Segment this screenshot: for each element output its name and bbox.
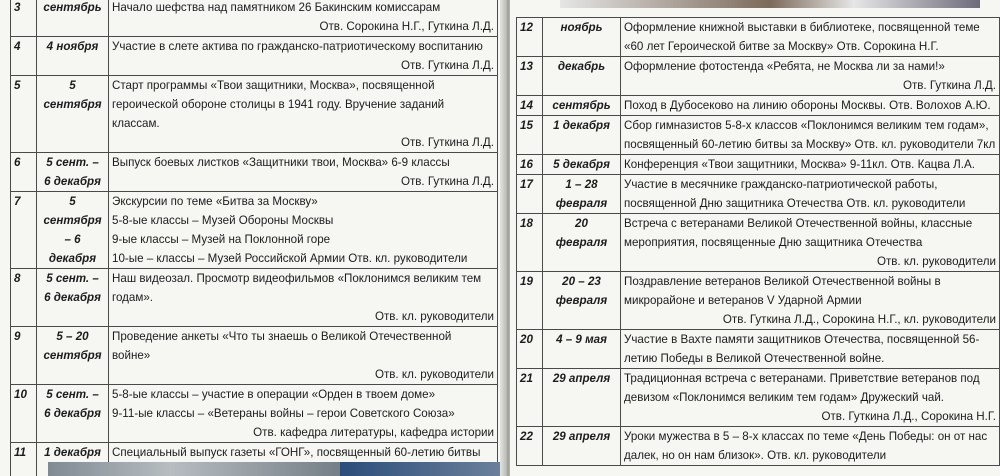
row-description (621, 369, 1000, 427)
row-number: 20 (517, 330, 543, 369)
table-row (11, 385, 498, 443)
description-line: Старт программы «Твои защитники, Москва», посвященной (112, 79, 435, 92)
row-number: 17 (517, 175, 543, 214)
row-description (621, 96, 1000, 116)
table-row (517, 214, 1000, 272)
responsible-line: Отв. Гуткина Л.Д. (400, 59, 494, 72)
description-line: Участие в месячнике гражданско-патриотической работы, (624, 178, 938, 191)
left-events-table (10, 0, 498, 476)
right-events-table (516, 17, 1000, 466)
date-line: сентября (43, 98, 102, 111)
date-line: 1 декабря (44, 446, 101, 459)
description-line: классам. (112, 117, 160, 130)
row-description (621, 18, 1000, 57)
row-date (37, 327, 109, 385)
row-description (109, 269, 498, 327)
row-number: 12 (517, 18, 543, 57)
description-line: летию Победы в Великой Отечественной войне. (624, 352, 885, 365)
description-line: Конференция «Твои защитники, Москва» 9-11кл. Отв. Кацва Л.А. (624, 158, 975, 171)
responsible-line: Отв. кл. руководители (374, 310, 494, 323)
date-line: 4 ноября (46, 40, 99, 53)
table-row (11, 76, 498, 153)
description-line: Выпуск боевых листков «Защитники твои, Москва» 6-9 классы (112, 156, 450, 169)
date-line: сентября (43, 349, 102, 362)
row-description (109, 37, 498, 76)
row-description (109, 192, 498, 269)
table-row (517, 175, 1000, 214)
table-row (517, 96, 1000, 116)
photo-fragment-top (560, 0, 980, 8)
date-line: 1 декабря (553, 119, 610, 132)
table-row (11, 37, 498, 76)
description-line: мероприятия, посвященные Дню защитника Отечества (624, 236, 923, 249)
row-description (109, 76, 498, 153)
row-number: 10 (11, 385, 37, 443)
description-line: Наш видеозал. Просмотр видеофильмов «Поклонимся великим тем (112, 272, 482, 285)
description-line: 5-8-ые классы – участие в операции «Орден в твоем доме» (112, 388, 436, 401)
row-number: 4 (11, 37, 37, 76)
table-row (517, 369, 1000, 427)
responsible-line: Отв. Гуткина Л.Д. (400, 136, 494, 149)
description-line: Специальный выпуск газеты «ГОНГ», посвященный 60-летию битвы (112, 446, 481, 459)
date-line: сентября (43, 214, 102, 227)
row-date (543, 272, 621, 330)
photo-fragment-bottom-right (340, 462, 500, 476)
date-line: ноябрь (560, 21, 603, 34)
row-date (543, 57, 621, 96)
description-line: героической обороне столицы в 1941 году. Вручение заданий (112, 98, 445, 111)
date-line: 5 сент. – (46, 388, 99, 401)
date-line: 6 декабря (44, 175, 101, 188)
responsible-line: Отв. Гуткина Л.Д. (400, 175, 494, 188)
description-line: Начало шефства над памятником 26 Бакинским комиссарам (112, 1, 441, 14)
table-row (517, 116, 1000, 155)
description-line: 5-8-ые классы – Музей Обороны Москвы (112, 214, 334, 227)
right-page (510, 0, 1000, 476)
description-line: Оформление фотостенда «Ребята, не Москва ли за нами!» (624, 60, 945, 73)
row-date (543, 155, 621, 175)
description-line: посвященный 60-летию битвы за Москву» Отв. кл. руководители 7кл (624, 138, 996, 151)
description-line: посвященной Дню защитника Отечества Отв. кл. руководители (624, 197, 966, 210)
table-row (517, 272, 1000, 330)
description-line: Уроки мужества в 5 – 8-х классах по теме «День Победы: он от нас (624, 430, 988, 443)
row-description (621, 57, 1000, 96)
date-line: 5 (69, 195, 76, 208)
row-description (621, 427, 1000, 466)
date-line: 29 апреля (552, 372, 611, 385)
description-line: микрорайоне и ветеранов V Ударной Армии (624, 294, 862, 307)
row-date (543, 18, 621, 57)
row-description (621, 330, 1000, 369)
responsible-line: Отв. Гуткина Л.Д. (902, 79, 996, 92)
date-line: 5 сент. – (46, 156, 99, 169)
description-line: Экскурсии по теме «Битва за Москву» (112, 195, 318, 208)
row-description (109, 327, 498, 385)
date-line: 5 (69, 79, 76, 92)
table-row (517, 18, 1000, 57)
row-description (109, 0, 498, 37)
date-line: сентябрь (43, 1, 102, 14)
table-row (11, 192, 498, 269)
responsible-line: Отв. кафедра литературы, кафедра истории (253, 426, 494, 439)
description-line: Традиционная встреча с ветеранами. Приветствие ветеранов под (624, 372, 980, 385)
row-date (37, 153, 109, 192)
description-line: далек, но он нам близок». Отв. кл. руководители (624, 449, 887, 462)
responsible-line: Отв. Гуткина Л.Д., Сорокина Н.Г. (821, 410, 996, 423)
row-date (37, 37, 109, 76)
row-number: 21 (517, 369, 543, 427)
row-description (621, 155, 1000, 175)
row-date (543, 175, 621, 214)
date-line: декабрь (557, 60, 606, 73)
description-line: Поход в Дубосеково на линию обороны Москвы. Отв. Волохов А.Ю. (624, 99, 991, 112)
row-date (543, 96, 621, 116)
row-date (37, 76, 109, 153)
row-description (621, 272, 1000, 330)
description-line: 9-ые классы – Музей на Поклонной горе (112, 233, 331, 246)
row-number: 22 (517, 427, 543, 466)
date-line: декабря (48, 252, 97, 265)
row-description (621, 175, 1000, 214)
row-date (543, 369, 621, 427)
table-row (11, 0, 498, 37)
row-description (621, 214, 1000, 272)
date-line: 6 декабря (44, 291, 101, 304)
date-line: 1 – 28 (565, 178, 598, 191)
table-row (11, 153, 498, 192)
date-line: сентябрь (552, 99, 611, 112)
row-description (621, 116, 1000, 155)
responsible-line: Отв. кл. руководители (374, 368, 494, 381)
row-number: 11 (11, 443, 37, 476)
row-number: 8 (11, 269, 37, 327)
date-line: февраля (555, 197, 608, 210)
description-line: Участие в Вахте памяти защитников Отечества, посвященной 56- (624, 333, 980, 346)
row-number: 6 (11, 153, 37, 192)
description-line: 9-11-ые классы – «Ветераны войны – герои Советского Союза» (112, 407, 455, 420)
description-line: Проведение анкеты «Что ты знаешь о Великой Отечественной (112, 330, 452, 343)
date-line: 20 – 23 (562, 275, 601, 288)
date-line: 5 сент. – (46, 272, 99, 285)
description-line: девизом «Поклонимся великим тем годам» Дружеский чай. (624, 391, 945, 404)
date-line: 5 – 20 (56, 330, 89, 343)
row-number: 14 (517, 96, 543, 116)
row-date (37, 0, 109, 37)
photo-fragment-bottom-left (48, 462, 353, 476)
row-number: 15 (517, 116, 543, 155)
date-line: февраля (555, 294, 608, 307)
description-line: 10-ые – классы – Музей Российской Армии Отв. кл. руководители (112, 252, 468, 265)
date-line: 5 декабря (553, 158, 610, 171)
row-number: 16 (517, 155, 543, 175)
row-number: 19 (517, 272, 543, 330)
row-date (37, 385, 109, 443)
row-date (37, 192, 109, 269)
table-row (11, 327, 498, 385)
row-number: 9 (11, 327, 37, 385)
description-line: Сбор гимназистов 5-8-х классов «Поклонимся великим тем годам», (624, 119, 989, 132)
row-number: 7 (11, 192, 37, 269)
date-line: 20 (575, 217, 588, 230)
row-number: 5 (11, 76, 37, 153)
description-line: Участие в слете актива по гражданско-патриотическому воспитанию (112, 40, 483, 53)
responsible-line: Отв. кл. руководители (876, 255, 996, 268)
date-line: – 6 (64, 233, 81, 246)
row-date (543, 214, 621, 272)
table-row (517, 57, 1000, 96)
date-line: 29 апреля (552, 430, 611, 443)
description-line: годам». (112, 291, 154, 304)
description-line: «60 лет Героической битве за Москву» Отв. Сорокина Н.Г. (624, 40, 939, 53)
row-number: 3 (11, 0, 37, 37)
table-row (517, 330, 1000, 369)
description-line: Оформление книжной выставки в библиотеке, посвященной теме (624, 21, 980, 34)
description-line: войне» (112, 349, 151, 362)
responsible-line: Отв. Гуткина Л.Д., Сорокина Н.Г., кл. руководители (722, 313, 996, 326)
row-date (543, 427, 621, 466)
table-row (517, 155, 1000, 175)
date-line: февраля (555, 236, 608, 249)
row-date (543, 330, 621, 369)
table-row (11, 269, 498, 327)
date-line: 6 декабря (44, 407, 101, 420)
date-line: 4 – 9 мая (556, 333, 607, 346)
row-number: 13 (517, 57, 543, 96)
row-date (543, 116, 621, 155)
row-date (37, 269, 109, 327)
description-line: Поздравление ветеранов Великой Отечественной войны в (624, 275, 941, 288)
description-line: Встреча с ветеранами Великой Отечественной войны, классные (624, 217, 973, 230)
table-row (517, 427, 1000, 466)
row-number: 18 (517, 214, 543, 272)
row-description (109, 385, 498, 443)
row-description (109, 153, 498, 192)
responsible-line: Отв. Сорокина Н.Г., Гуткина Л.Д. (319, 20, 494, 33)
